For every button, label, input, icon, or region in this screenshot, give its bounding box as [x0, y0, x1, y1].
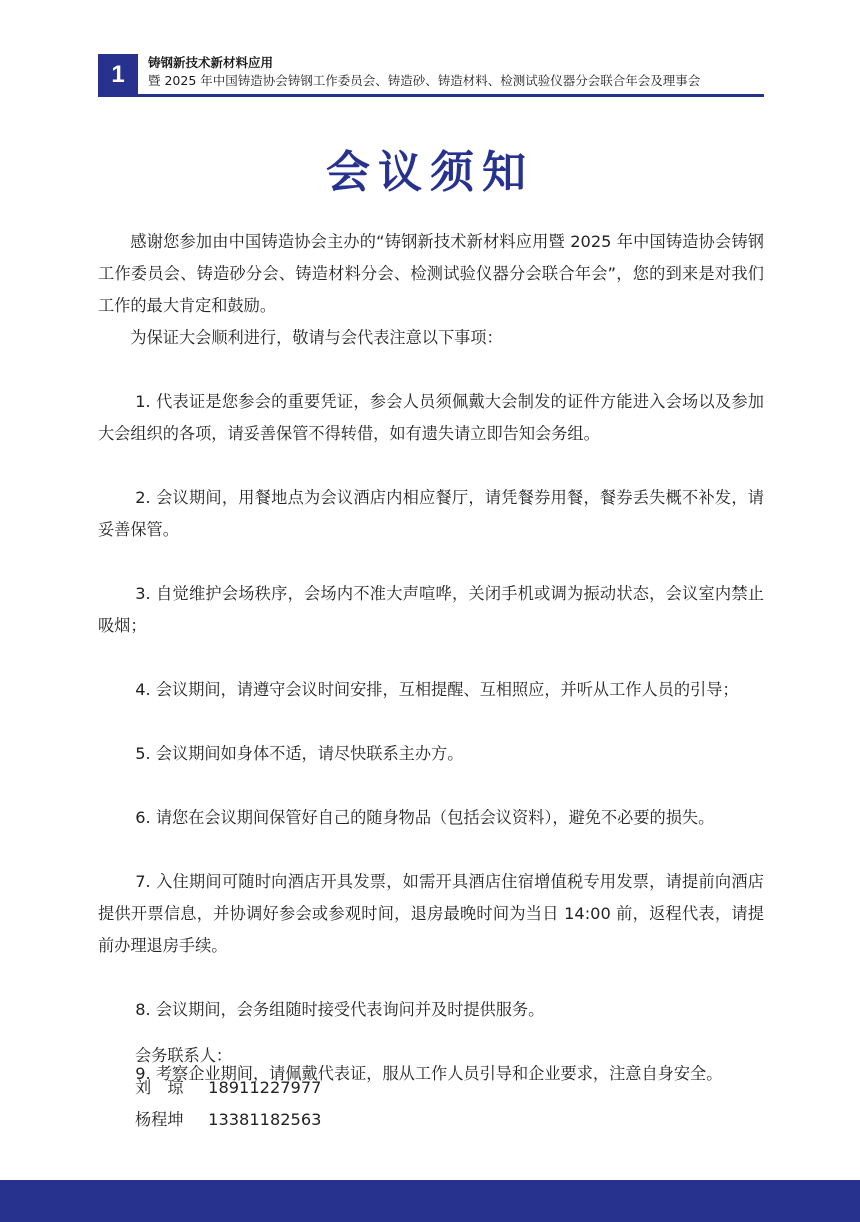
- notice-body: [98, 226, 764, 1090]
- contact-name: 杨程坤: [135, 1110, 184, 1129]
- footer-band: [0, 1180, 860, 1222]
- notice-item-6: 6. 请您在会议期间保管好自己的随身物品（包括会议资料），避免不必要的损失。: [135, 808, 715, 827]
- page-number: 1: [98, 54, 138, 96]
- contact-phone: 13381182563: [208, 1110, 322, 1129]
- contact-phone: 18911227977: [208, 1078, 322, 1097]
- notice-item-1: 1. 代表证是您参会的重要凭证，参会人员须佩戴大会制发的证件方能进入会场以及参加大会组织的各项，请妥善保管不得转借，如有遗失请立即告知会务组。: [98, 392, 764, 443]
- notice-item-9: 9. 考察企业期间，请佩戴代表证，服从工作人员引导和企业要求，注意自身安全。: [135, 1064, 723, 1083]
- running-header: [148, 54, 768, 90]
- header-event-subtitle: 暨 2025 年中国铸造协会铸钢工作委员会、铸造砂、铸造材料、检测试验仪器分会联合年会及理事会: [148, 73, 701, 88]
- header-event-title: 铸钢新技术新材料应用: [148, 55, 274, 70]
- intro-paragraph: 感谢您参加由中国铸造协会主办的“铸钢新技术新材料应用暨 2025 年中国铸造协会铸钢工作委员会、铸造砂分会、铸造材料分会、检测试验仪器分会联合年会”，您的到来是对我们工作的最大肯定和鼓励。: [98, 232, 764, 315]
- intro-lead-in: 为保证大会顺利进行，敬请与会代表注意以下事项：: [130, 328, 503, 347]
- notice-item-8: 8. 会议期间，会务组随时接受代表询问并及时提供服务。: [135, 1000, 545, 1019]
- notice-item-7: 7. 入住期间可随时向酒店开具发票，如需开具酒店住宿增值税专用发票，请提前向酒店提供开票信息，并协调好参会或参观时间，退房最晚时间为当日 14:00 前，返程代表，请提前办理退房手续。: [98, 872, 764, 955]
- header-divider: [98, 94, 764, 97]
- notice-item-4: 4. 会议期间，请遵守会议时间安排，互相提醒、互相照应，并听从工作人员的引导；: [135, 680, 739, 699]
- page-title: 会议须知: [326, 147, 534, 198]
- notice-item-5: 5. 会议期间如身体不适，请尽快联系主办方。: [135, 744, 464, 763]
- contact-person: [135, 1072, 321, 1104]
- contact-block: [135, 1040, 321, 1136]
- contact-name: 刘 琼: [135, 1078, 184, 1097]
- notice-item-3: 3. 自觉维护会场秩序，会场内不准大声喧哗，关闭手机或调为振动状态，会议室内禁止吸烟；: [98, 584, 764, 635]
- notice-item-2: 2. 会议期间，用餐地点为会议酒店内相应餐厅，请凭餐券用餐，餐券丢失概不补发，请妥善保管。: [98, 488, 764, 539]
- contact-person: [135, 1104, 321, 1136]
- contact-label: 会务联系人：: [135, 1046, 233, 1065]
